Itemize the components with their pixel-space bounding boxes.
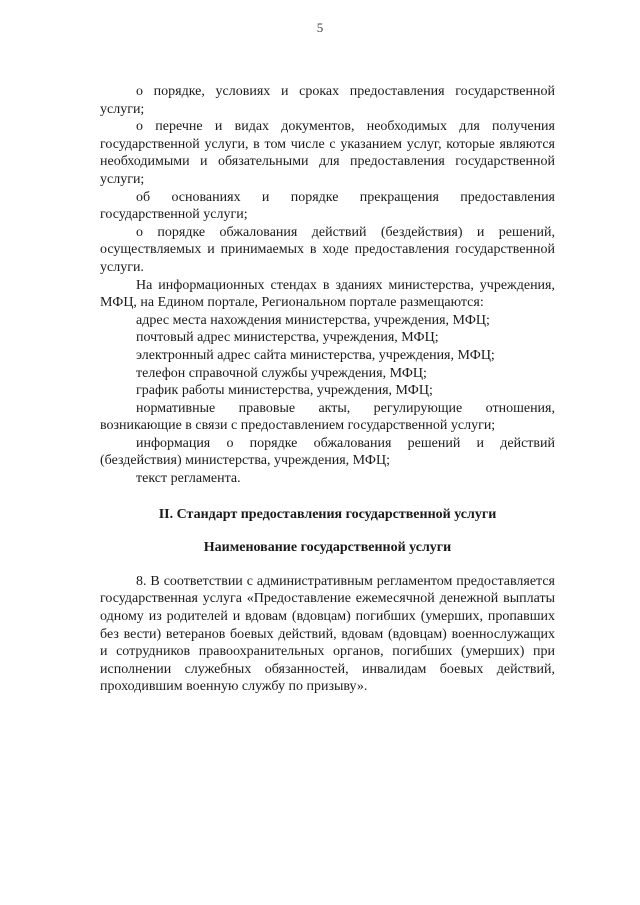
paragraph-info-conditions: о порядке, условиях и сроках предоставления государственной услуги; — [100, 84, 555, 117]
list-item-normative-acts: нормативные правовые акты, регулирующие отношения, возникающие в связи с предоставлением государственной услуги; — [100, 400, 555, 434]
list-item-address: адрес места нахождения министерства, учреждения, МФЦ; — [136, 312, 490, 328]
paragraph-info-termination: об основаниях и порядке прекращения предоставления государственной услуги; — [100, 189, 555, 223]
list-item-schedule: график работы министерства, учреждения, МФЦ; — [136, 383, 433, 399]
list-item-website: электронный адрес сайта министерства, учреждения, МФЦ; — [136, 347, 495, 363]
list-item-appeal-info: информация о порядке обжалования решений и действий (бездействия) министерства, учреждения, МФЦ; — [100, 435, 555, 469]
paragraph-info-appeal: о порядке обжалования действий (бездействия) и решений, осуществляемых и принимаемых в ходе предоставления государственной услуги. — [100, 224, 555, 275]
subsection-heading: Наименование государственной услуги — [203, 540, 452, 556]
section-heading: II. Стандарт предоставления государственной услуги — [158, 506, 497, 522]
list-item-postal-address: почтовый адрес министерства, учреждения, МФЦ; — [136, 330, 439, 346]
list-item-regulation-text: текст регламента. — [136, 471, 241, 487]
paragraph-info-stands: На информационных стендах в зданиях министерства, учреждения, МФЦ, на Едином портале, Региональном портале размещаются: — [100, 277, 555, 311]
paragraph-info-documents: о перечне и видах документов, необходимых для получения государственной услуги, в том числе с указанием услуг, которые являются необходимыми и обязательными для предоставления государственной услуги; — [100, 119, 555, 187]
paragraph-8: 8. В соответствии с административным регламентом предоставляется государственная услуга «Предоставление ежемесячной денежной выплаты одному из родителей и вдовам (вдовцам) погибших (умерших, пропавших без вести) ветеранов боевых действий, вдовам (вдовцам) военнослужащих и сотрудников правоохранительных органов, погибших (умерших) при исполнении служебных обязанностей, инвалидам боевых действий, проходившим военную службу по призыву». — [100, 573, 555, 695]
list-item-phone: телефон справочной службы учреждения, МФЦ; — [136, 365, 427, 381]
document-body — [100, 83, 555, 696]
page-number: 5 — [316, 20, 324, 35]
